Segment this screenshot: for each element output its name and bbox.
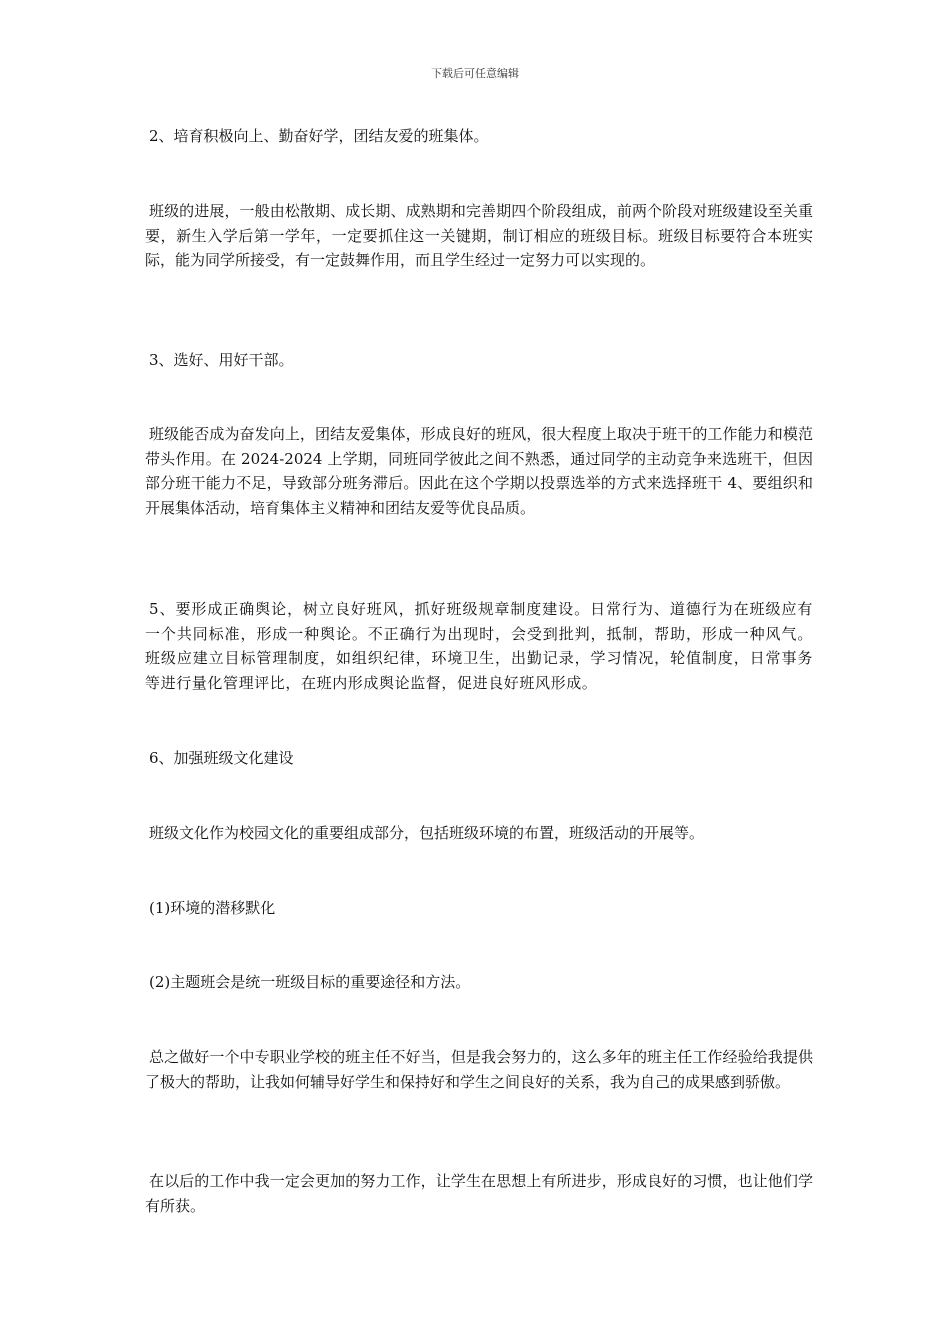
heading-2-class-collective: 2、培育积极向上、勤奋好学，团结友爱的班集体。 xyxy=(149,127,489,145)
paragraph-public-opinion: 5、要形成正确舆论，树立良好班风，抓好班级规章制度建设。日常行为、道德行为在班级应有一个共同标准，形成一种舆论。不正确行为出现时，会受到批判，抵制，帮助，形成一种风气。班级应建立目标管理制度，如组织纪律，环境卫生，出勤记录，学习情况，轮值制度，日常事务等进行量化管理评比，在班内形成舆论监督，促进良好班风形成。 xyxy=(145,600,813,692)
paragraph-future-work: 在以后的工作中我一定会更加的努力工作，让学生在思想上有所进步，形成良好的习惯，也让他们学有所获。 xyxy=(145,1172,813,1215)
page-header-note: 下载后可任意编辑 xyxy=(431,67,519,80)
paragraph-class-cadres: 班级能否成为奋发向上，团结友爱集体，形成良好的班风，很大程度上取决于班干的工作能力和模范带头作用。在 2024-2024 上学期，同班同学彼此之间不熟悉，通过同学的主动竞争来选班干，但因部分班干能力不足，导致部分班务滞后。因此在这个学期以投票选举的方式来选择班干 4、要组织和开展集体活动，培育集体主义精神和团结友爱等优良品质。 xyxy=(145,425,813,517)
paragraph-summary: 总之做好一个中专职业学校的班主任不好当，但是我会努力的，这么多年的班主任工作经验给我提供了极大的帮助，让我如何辅导好学生和保持好和学生之间良好的关系，我为自己的成果感到骄傲。 xyxy=(145,1048,813,1091)
heading-6-class-culture: 6、加强班级文化建设 xyxy=(149,749,294,767)
paragraph-class-development: 班级的进展，一般由松散期、成长期、成熟期和完善期四个阶段组成，前两个阶段对班级建设至关重要，新生入学后第一学年，一定要抓住这一关键期，制订相应的班级目标。班级目标要符合本班实际，能为同学所接受，有一定鼓舞作用，而且学生经过一定努力可以实现的。 xyxy=(145,202,813,269)
heading-3-select-cadres: 3、选好、用好干部。 xyxy=(149,351,294,369)
paragraph-class-culture: 班级文化作为校园文化的重要组成部分，包括班级环境的布置，班级活动的开展等。 xyxy=(149,824,705,842)
list-item-environment: (1)环境的潜移默化 xyxy=(149,899,276,917)
list-item-theme-meeting: (2)主题班会是统一班级目标的重要途径和方法。 xyxy=(149,973,471,991)
